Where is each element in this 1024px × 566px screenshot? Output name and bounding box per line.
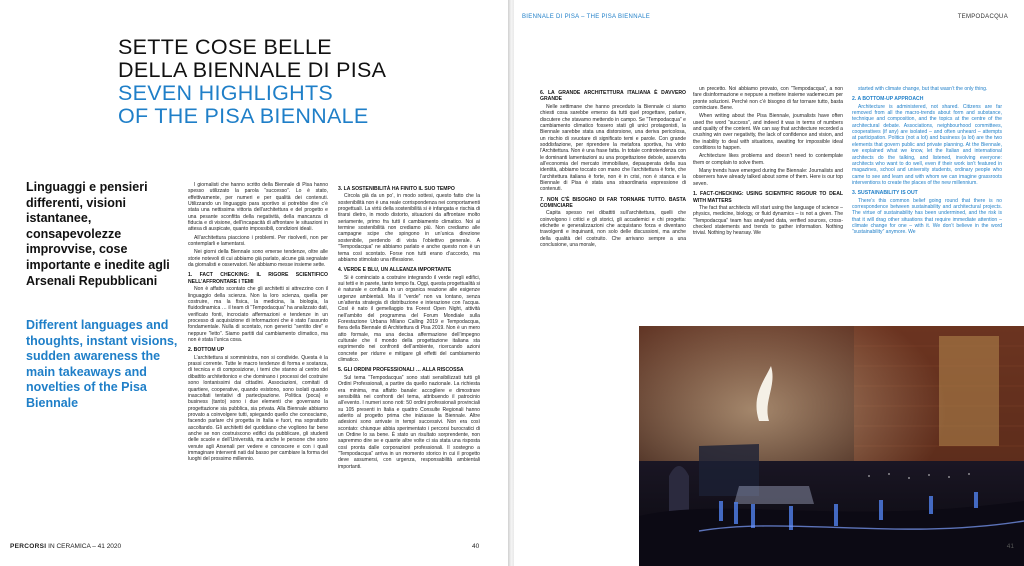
- section-heading: 4. VERDE E BLU, UN ALLEANZA IMPORTANTE: [338, 267, 452, 274]
- paragraph: Sul tema “Tempodacqua” sono stati sensibilizzati tutti gli Ordini Professionali, a partire da quello nazionale. La richiesta era minima, ma affatto banale: accogliere e dimostrare sensibilità nei confronti del tema, attribuendo il patrocinio all’evento. I numeri sono noti: 50 ordini professionali provinciali su 105 presenti in Italia e quattro Consulte Regionali hanno aderito al progetto prima che iniziasse la Biennale. Altre adesioni sono arrivate in tempi successivi. Non era così scontato: chiunque abbia sperimentato i percorsi burocratici di un Ordine lo sa bene. È stato un risultato sorprendente, non sapremmo dire se e quante altre volte ci sia stata una risposta così pronta dalle corporazioni professionali. Il sostegno a “Tempodacqua” arriva in un momento storico in cui il progetto deve assumersi, con urgenza, responsabilità ambientali importanti.: [338, 374, 480, 470]
- footer-brand-rest: IN CERAMICA: [46, 543, 91, 550]
- title-en-line-1: SEVEN HIGHLIGHTS: [118, 81, 334, 105]
- paragraph: un precetto. Noi abbiamo provato, con “Tempodacqua”, a non fare disinformazione e neppure a mettere insieme vademecum per pronte soluzioni. Perché non c’è bisogno di far tornare tutto, basta cominciare. Bene.: [693, 86, 843, 112]
- paragraph: Many trends have emerged during the Biennale: Journalists and observers have already talked about some of them. Here is our top seven.: [693, 168, 843, 187]
- paragraph: Architecture is administered, not shared. Citizens are far removed from all the macro-trends about form and substance, technique and composition, and the topics at the centre of the architectural debate. Associations, neighbourhood committees, cooperatives (if any) are isolated – and often unheard – attempts at participation. Politics (not a lot) and business (a lot) are the two elements that govern public and private planning. At the Biennale, we explained what we know, let the Italian and international architects do the talking, and listened, involving everyone: architects who want to do well, even if their work isn’t featured in magazines, school and university students, ordinary people who came to see and learn and with whom we can imagine grassroots interventions to create the places of the new millennium.: [852, 103, 1002, 186]
- section-heading: 3. SUSTAINABILITY IS OUT: [852, 190, 918, 197]
- section-heading: 2. A BOTTOM-UP APPROACH: [852, 96, 924, 103]
- paragraph: L’architettura si somministra, non si condivide. Questa è la prassi corrente. Tutte le macro tendenze di forma e sostanza, di tecnica e di composizione, i temi che stanno al centro del dibattito architettonico e che dominano i processi del costruire sono lontanissimi dai cittadini. Associazioni, comitati di quartiere, cooperative, quando esistono, sono isolati quando inascoltati tentativi di partecipazione. Politica (poca) e business (tanto) sono i due elementi che governano la progettazione sia pubblica, sia privata. Alla Biennale abbiamo provato a coinvolgere tutti, spiegando quello che conosciamo, facendo parlare chi progetta in Italia e fuori, ma soprattutto ascoltando. Gli architetti del quotidiano che vogliono far bene anche se non costruiscono edifici da pubblicare, gli studenti delle scuole e dell’Università, ma anche le persone che sono venute agli Arsenali per vedere e conoscere e con i quali immaginare interventi nati dal basso per cambiare la forma dei luoghi del prossimo millennio.: [188, 354, 328, 463]
- paragraph: The fact that architects will start using the language of science – physics, medicine, biology, or fluid dynamics – is not a given. The “Tempodacqua” team has analysed data, verified sources, cross-checked statements and trends to gather information. Nothing trivial. Nothing by hearsay. We: [693, 204, 843, 237]
- paragraph: All’architettura piacciono i problemi. Per risolverli, non per contemplarli e lamentarsi.: [188, 234, 328, 248]
- exhibition-hall-image: [639, 326, 1024, 566]
- title-it-line-1: SETTE COSE BELLE: [118, 35, 332, 59]
- section-heading: 5. GLI ORDINI PROFESSIONALI … ALLA RISCOSSA: [338, 367, 464, 374]
- section-heading: 1. FACT-CHECKING: USING SCIENTIFIC RIGOUR TO DEAL WITH MATTERS: [693, 191, 843, 204]
- left-page: [0, 0, 510, 566]
- paragraph: There’s this common belief going round that there is no correspondence between sustainability and architectural projects. The virtue of sustainability has been undermined, and the risk is that it will drag other situations that require immediate attention – climate change for one – with it. We don’t believe in the word “sustainability” anymore. We: [852, 197, 1002, 236]
- title-en-line-2: OF THE PISA BIENNALE: [118, 104, 369, 128]
- body-column-5: [852, 86, 1002, 238]
- right-page: [514, 0, 1024, 566]
- body-column-2: [338, 182, 480, 472]
- section-heading: 1. FACT CHECKING: IL RIGORE SCIENTIFICO NELL’AFFRONTARE I TEMI: [188, 272, 328, 285]
- paragraph: Architecture likes problems and doesn’t need to contemplate them or complain to solve them.: [693, 153, 843, 166]
- paragraph: Si è cominciato a costruire integrando il verde negli edifici, sui tetti e in parete, tanto tempo fa. Oggi, questa progettualità si è naturale e confluita in un organica reazione alle esigenze urgenze ambientali. Ma il “verde” non va lontano, senza un’attenta strategia di distribuzione e interazione con l’acqua. Così è nato il gemellaggio tra Forest Open Night, attività nell’ambito del programma del Forum Mondiale sulla Forestazione Urbana Milano Calling 2019 e Tempodacqua, fiera della Biennale di Architettura di Pisa 2019. Non è un mero atto formale, ma una decisa affermazione dell’impegno culturale che il mondo della progettazione italiana sta esprimendo nei confronti dell’ambiente, ricercando azioni concrete per ridurre e mitigare gli effetti del cambiamento climatico.: [338, 274, 480, 364]
- section-heading: 3. LA SOSTENIBILITÀ HA FINITO IL SUO TEMPO: [338, 186, 455, 192]
- title-it-line-2: DELLA BIENNALE DI PISA: [118, 58, 387, 82]
- running-head: BIENNALE DI PISA – THE PISA BIENNALE: [522, 14, 651, 20]
- body-column-3: [540, 86, 686, 251]
- page-number-left: 40: [472, 543, 480, 550]
- footer-brand: PERCORSI: [10, 543, 47, 550]
- paragraph: started with climate change, but that wasn’t the only thing.: [858, 86, 988, 92]
- exhibition-photo: [639, 326, 1024, 566]
- paragraph: I giornalisti che hanno scritto della Biennale di Pisa hanno spesso utilizzato la parola “successo”. Lo è stato, effettivamente, per numeri e per qualità dei contenuti. Utilizzando un linguaggio para sportivo si potrebbe dire c’è stata una nettissima vittoria dell’architettura e del progetto e una pesante sconfitta della negatività, della mancanza di fiducia e di visione, dell’incapacità di affrontare le situazioni in attesa di auspicate, quanto impossibili, condizioni ideali.: [188, 182, 328, 233]
- article-title-english: [118, 82, 369, 128]
- lead-italian: Linguaggi e pensieri differenti, visioni istantanee, consapevolezze improvvise, cose importante e inedite agli Arsenali Repubblicani: [26, 180, 170, 288]
- section-heading: 7. NON C’È BISOGNO DI FAR TORNARE TUTTO. BASTA COMINCIARE: [540, 196, 686, 210]
- footer-issue: – 41 2020: [92, 543, 122, 550]
- running-head-right: TEMPODACQUA: [957, 14, 1008, 20]
- section-heading: 6. LA GRANDE ARCHITETTURA ITALIANA È DAVVERO GRANDE: [540, 90, 686, 103]
- body-column-4: [693, 86, 843, 239]
- footer-magazine: [10, 543, 121, 550]
- article-title-italian: [118, 36, 386, 82]
- section-heading: 2. BOTTOM UP: [188, 347, 225, 354]
- paragraph: Non è affatto scontato che gli architetti si attrezzino con il linguaggio della scienza. Non la loro scienza, quella per costruire, ma la fisica, la medicina, la biologia, la fluidodinamica … il team di “Tempodacqua” ha analizzato dati, verificato fonti, incrociato affermazioni e tendenze in un processo di acquisizione di informazioni che è stato l’assunto fondamentale. Nulla di scontato, non generici “sentito dire” e neppure “letto”. Siamo partiti dal cambiamento climatico, ma non è stata l’unica cosa.: [188, 286, 328, 344]
- paragraph: Circola già da un po’, in modo sottesi, questo fatto che la sostenibilità non è una reale corrispondenza nei comportamenti progettuali. La virtù della sostenibilità si è infangata e rischia di tirarsi dietro, in modo distorto, situazioni da affrontare molto seriamente, primo fra tutti il cambiamento climatico. Noi ai termine sostenibilità non crediamo più. Non crediamo alle campagne scipe che spingono in un’unica direzione sostenibile, perdendo di vista l’obiettivo generale. A “Tempodacqua” ne abbiamo parlato e anche questo non è un tema così scontato. Forse non tutti erano d’accordo, ma abbiamo stimolato una riflessione.: [338, 193, 480, 263]
- paragraph: Nelle settimane che hanno preceduto la Biennale ci siamo chiesti cosa sarebbe emerso da tutti quel progettare, parlare, discutere che stavamo mettendo in campo. Se “Tempodacqua” e cambiamento climatico fossero stati gli unici protagonisti, la Biennale sarebbe stata una distorsione, una deriva pericolosa, un rischio di svuotare di significato temi e parole. Con grande soddisfazione, per riprendere la metafora sportiva, ha vinto l’Architettura. Non è una frase fatta. In totale controtendenza con le dominanti lamentazioni su una progettazione debole, asservita all’economia del mercato immobiliare, depauperata della sua identità, abbiamo toccato con mano che l’architettura è forte, che l’architettura italiana è forte, non è in crisi, non è stanca e la Biennale di Pisa è stata una straordinaria espressione di contenuti.: [540, 103, 686, 193]
- page-number-right: 41: [1006, 543, 1014, 550]
- paragraph: Nei giorni della Biennale sono emerse tendenze, oltre alle storie notevoli di cui abbiamo già parlato, alcune già segnalate da giornalisti e osservatori. Ne abbiamo messe insieme sette.: [188, 249, 328, 269]
- paragraph: When writing about the Pisa Biennale, journalists have often used the word “success”, and indeed it was in terms of numbers and quality of the content. We can say that architecture recorded a crushing win over negativity, the lack of confidence and vision, and the inability to deal with situations, awaiting for impossible ideal conditions to happen.: [693, 113, 843, 152]
- body-column-1: [188, 182, 328, 465]
- paragraph: Capita spesso nei dibattiti sull’architettura, quelli che coinvolgono i critici e gli storici, gli accademici e chi progetta: etichette e generalizzazioni che acquistano forza e diventano travolgenti e inquinanti, non solo delle discussioni, ma anche della qualità del costruito. Che arrivano sempre a una conclusione, una morale,: [540, 210, 686, 249]
- lead-english: Different languages and thoughts, instant visions, sudden awareness the main takeaways and novelties of the Pisa Biennale: [26, 318, 178, 410]
